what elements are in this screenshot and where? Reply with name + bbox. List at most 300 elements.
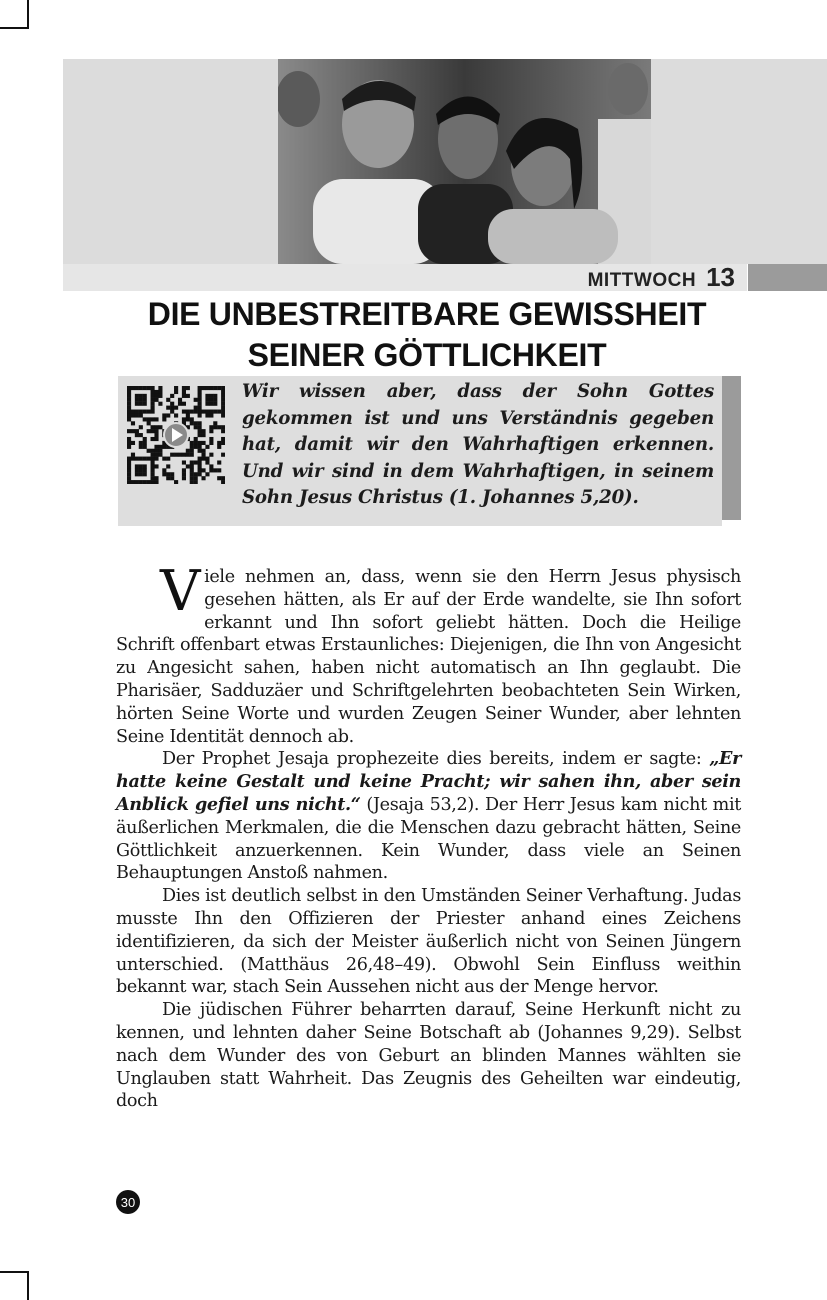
qr-module	[127, 464, 131, 468]
qr-module	[178, 402, 182, 406]
qr-module	[151, 410, 155, 414]
qr-module	[158, 390, 162, 394]
qr-module	[135, 472, 139, 476]
qr-module	[139, 410, 143, 414]
crop-mark	[0, 27, 27, 29]
qr-module	[151, 480, 155, 484]
qr-module	[198, 410, 202, 414]
qr-module	[213, 394, 217, 398]
qr-module	[151, 464, 155, 468]
qr-module	[209, 413, 213, 417]
qr-module	[190, 421, 194, 425]
qr-module	[182, 402, 186, 406]
qr-module	[158, 449, 162, 453]
qr-module	[162, 472, 166, 476]
qr-module	[190, 410, 194, 414]
paragraph-2-after: (Jesaja 53,2). Der Herr Jesus kam nicht mit äußerlichen Merkmalen, die die Menschen dazu gebracht hätten, Seine Göttlichkeit anzuerkennen. Kein Wunder, dass viele an Seinen Behauptungen Anstoß nahmen.	[116, 794, 741, 884]
qr-module	[147, 417, 151, 421]
qr-module	[151, 449, 155, 453]
qr-module	[154, 394, 158, 398]
qr-module	[213, 402, 217, 406]
qr-module	[186, 453, 190, 457]
qr-module	[213, 410, 217, 414]
qr-module	[190, 480, 194, 484]
qr-module	[198, 464, 202, 468]
qr-module	[127, 398, 131, 402]
qr-module	[198, 429, 202, 433]
qr-module	[147, 410, 151, 414]
qr-module	[190, 472, 194, 476]
qr-module	[135, 398, 139, 402]
qr-module	[131, 413, 135, 417]
qr-module	[135, 480, 139, 484]
qr-module	[127, 394, 131, 398]
qr-module	[201, 449, 205, 453]
qr-module	[170, 402, 174, 406]
qr-module	[131, 457, 135, 461]
qr-module	[170, 472, 174, 476]
qr-module	[147, 421, 151, 425]
qr-module	[209, 437, 213, 441]
qr-module	[182, 390, 186, 394]
verse-accent-bar	[722, 376, 741, 520]
qr-module	[158, 425, 162, 429]
drop-cap: V	[160, 559, 201, 624]
qr-module	[158, 386, 162, 390]
qr-module	[194, 472, 198, 476]
qr-module	[194, 480, 198, 484]
day-bar-accent	[748, 264, 827, 291]
qr-module	[127, 441, 131, 445]
page-title	[90, 294, 764, 376]
body-text	[116, 559, 741, 1113]
qr-module	[221, 429, 225, 433]
qr-module	[213, 386, 217, 390]
qr-module	[217, 425, 221, 429]
qr-module	[170, 453, 174, 457]
qr-module	[139, 433, 143, 437]
qr-module	[209, 398, 213, 402]
page-number: 30	[116, 1190, 140, 1214]
qr-module	[198, 445, 202, 449]
qr-module	[201, 476, 205, 480]
qr-module	[162, 468, 166, 472]
verse-text: Wir wissen aber, dass der Sohn Gottes gekommen ist und uns Verständnis gegeben hat, damit wir den Wahrhaftigen erkennen. Und wir sind in dem Wahrhaftigen, in seinem Sohn Jesus Christus (1. Johannes 5,20).	[242, 381, 714, 509]
qr-module	[135, 457, 139, 461]
qr-module	[139, 413, 143, 417]
qr-module	[139, 425, 143, 429]
qr-module	[143, 441, 147, 445]
qr-module	[221, 406, 225, 410]
qr-module	[151, 390, 155, 394]
qr-module	[221, 386, 225, 390]
qr-module	[143, 464, 147, 468]
qr-module	[154, 480, 158, 484]
qr-module	[201, 457, 205, 461]
qr-module	[198, 433, 202, 437]
qr-module	[221, 453, 225, 457]
qr-module	[217, 468, 221, 472]
qr-module	[194, 421, 198, 425]
qr-module	[221, 402, 225, 406]
qr-module	[217, 476, 221, 480]
qr-module	[151, 472, 155, 476]
qr-module	[127, 417, 131, 421]
qr-module	[131, 441, 135, 445]
header-photo	[278, 59, 651, 264]
qr-module	[186, 410, 190, 414]
qr-module	[143, 394, 147, 398]
qr-module	[154, 429, 158, 433]
qr-module	[135, 464, 139, 468]
qr-module	[205, 394, 209, 398]
qr-module	[186, 386, 190, 390]
qr-module	[147, 386, 151, 390]
qr-module	[205, 410, 209, 414]
qr-module	[147, 449, 151, 453]
qr-module	[174, 406, 178, 410]
qr-module	[217, 445, 221, 449]
qr-module	[135, 433, 139, 437]
qr-module	[143, 417, 147, 421]
qr-module	[166, 457, 170, 461]
qr-module	[194, 398, 198, 402]
qr-module	[154, 449, 158, 453]
qr-module	[209, 386, 213, 390]
qr-module	[166, 413, 170, 417]
qr-module	[170, 476, 174, 480]
qr-module	[198, 457, 202, 461]
qr-module	[162, 417, 166, 421]
qr-module	[170, 406, 174, 410]
qr-module	[154, 476, 158, 480]
qr-module	[178, 453, 182, 457]
qr-module	[190, 445, 194, 449]
qr-module	[174, 480, 178, 484]
qr-module	[127, 472, 131, 476]
crop-mark	[27, 1271, 29, 1300]
qr-module	[151, 402, 155, 406]
qr-module	[135, 402, 139, 406]
qr-module	[198, 472, 202, 476]
qr-module	[154, 445, 158, 449]
qr-module	[166, 476, 170, 480]
qr-module	[190, 460, 194, 464]
qr-module	[158, 402, 162, 406]
qr-module	[198, 394, 202, 398]
qr-module	[190, 453, 194, 457]
qr-module	[198, 402, 202, 406]
qr-module	[182, 453, 186, 457]
qr-module	[182, 417, 186, 421]
qr-module	[194, 445, 198, 449]
qr-module	[170, 394, 174, 398]
qr-module	[143, 402, 147, 406]
qr-module	[190, 441, 194, 445]
qr-module	[151, 394, 155, 398]
qr-module	[194, 410, 198, 414]
qr-module	[127, 390, 131, 394]
qr-module	[154, 457, 158, 461]
qr-module	[190, 476, 194, 480]
qr-module	[174, 453, 178, 457]
qr-module	[127, 413, 131, 417]
qr-module	[166, 472, 170, 476]
qr-module	[127, 480, 131, 484]
qr-module	[162, 445, 166, 449]
qr-module	[194, 476, 198, 480]
paragraph-2-quote: „Er hatte keine Gestalt und keine Pracht; wir sahen ihn, aber sein Anblick gefiel uns nicht.“	[116, 748, 741, 815]
qr-module	[139, 457, 143, 461]
qr-module	[186, 449, 190, 453]
qr-module	[174, 413, 178, 417]
qr-module	[198, 413, 202, 417]
qr-module	[174, 390, 178, 394]
qr-module	[182, 460, 186, 464]
qr-module	[154, 417, 158, 421]
paragraph-1	[116, 559, 741, 748]
qr-module	[221, 437, 225, 441]
qr-module	[201, 468, 205, 472]
qr-module	[186, 413, 190, 417]
qr-module	[166, 398, 170, 402]
qr-module	[151, 437, 155, 441]
qr-module	[154, 464, 158, 468]
qr-module	[190, 449, 194, 453]
qr-module	[213, 468, 217, 472]
qr-module	[135, 413, 139, 417]
qr-module	[151, 398, 155, 402]
qr-module	[194, 406, 198, 410]
qr-module	[151, 453, 155, 457]
qr-module	[205, 460, 209, 464]
qr-module	[182, 476, 186, 480]
qr-module	[151, 468, 155, 472]
qr-module	[139, 386, 143, 390]
qr-module	[186, 464, 190, 468]
qr-module	[221, 390, 225, 394]
qr-module	[135, 468, 139, 472]
qr-module	[209, 441, 213, 445]
qr-code-graphic	[127, 386, 225, 484]
qr-module	[174, 386, 178, 390]
qr-module	[127, 476, 131, 480]
qr-module	[166, 464, 170, 468]
qr-module	[127, 445, 131, 449]
qr-module	[209, 429, 213, 433]
qr-module	[182, 468, 186, 472]
qr-module	[147, 457, 151, 461]
qr-module	[127, 406, 131, 410]
qr-module	[127, 468, 131, 472]
qr-module	[182, 394, 186, 398]
qr-module	[135, 386, 139, 390]
day-label	[588, 262, 735, 291]
crop-mark	[27, 0, 29, 29]
qr-module	[154, 433, 158, 437]
qr-module	[198, 398, 202, 402]
qr-module	[170, 410, 174, 414]
qr-module	[158, 394, 162, 398]
qr-module	[190, 417, 194, 421]
qr-module	[147, 480, 151, 484]
qr-module	[213, 421, 217, 425]
qr-module	[143, 410, 147, 414]
qr-module	[194, 425, 198, 429]
qr-module	[217, 410, 221, 414]
paragraph-4: Die jüdischen Führer beharrten darauf, Seine Herkunft nicht zu kennen, und lehnten daher Seine Botschaft ab (Johannes 9,29). Selbst nach dem Wunder des von Geburt an blinden Mannes wählten sie Unglauben statt Wahrheit. Das Zeugnis des Geheilten war eindeutig, doch	[116, 1000, 741, 1112]
qr-module	[198, 421, 202, 425]
qr-module	[143, 445, 147, 449]
qr-module	[198, 460, 202, 464]
qr-module	[143, 457, 147, 461]
qr-module	[139, 464, 143, 468]
qr-module	[213, 425, 217, 429]
qr-module	[221, 480, 225, 484]
qr-module	[154, 398, 158, 402]
qr-module	[143, 386, 147, 390]
qr-module	[201, 441, 205, 445]
qr-module	[139, 468, 143, 472]
qr-module	[139, 445, 143, 449]
qr-module	[217, 386, 221, 390]
paragraph-2	[116, 748, 741, 885]
qr-module	[154, 390, 158, 394]
audience-photo-illustration	[278, 59, 651, 264]
qr-module	[154, 425, 158, 429]
qr-module	[194, 441, 198, 445]
qr-module	[127, 437, 131, 441]
qr-module	[205, 472, 209, 476]
qr-module	[221, 410, 225, 414]
qr-module	[154, 437, 158, 441]
qr-module	[182, 472, 186, 476]
qr-module	[205, 445, 209, 449]
qr-module	[194, 437, 198, 441]
qr-module	[198, 386, 202, 390]
qr-module	[127, 386, 131, 390]
qr-module	[131, 386, 135, 390]
qr-module	[151, 417, 155, 421]
qr-module	[182, 410, 186, 414]
qr-module	[198, 425, 202, 429]
paragraph-3: Dies ist deutlich selbst in den Umständen Seiner Verhaftung. Judas musste Ihn den Offizieren der Priester anhand eines Zeichens identifizieren, da sich der Meister äußerlich nicht von Seinen Jüngern unterschied. (Matthäus 26,48–49). Obwohl Sein Einfluss weithin bekannt war, stach Sein Aussehen nicht aus der Menge hervor.	[116, 886, 741, 998]
title-line-1: DIE UNBESTREITBARE GEWISSHEIT	[147, 296, 707, 332]
qr-module	[127, 460, 131, 464]
qr-module	[151, 457, 155, 461]
qr-module	[139, 441, 143, 445]
qr-module	[205, 386, 209, 390]
qr-module	[135, 394, 139, 398]
qr-module	[221, 394, 225, 398]
paragraph-2-before: Der Prophet Jesaja prophezeite dies bereits, indem er sagte:	[162, 749, 710, 770]
qr-module	[209, 468, 213, 472]
qr-module	[162, 457, 166, 461]
qr-module	[127, 402, 131, 406]
qr-module	[182, 386, 186, 390]
qr-module	[131, 410, 135, 414]
qr-module	[166, 406, 170, 410]
qr-module	[213, 398, 217, 402]
qr-module	[139, 480, 143, 484]
qr-module	[201, 433, 205, 437]
qr-module	[217, 441, 221, 445]
qr-module	[201, 453, 205, 457]
qr-module	[143, 480, 147, 484]
qr-module	[198, 406, 202, 410]
qr-module	[194, 460, 198, 464]
qr-module	[221, 476, 225, 480]
qr-module	[151, 476, 155, 480]
qr-module	[158, 453, 162, 457]
qr-module	[205, 413, 209, 417]
qr-module	[127, 457, 131, 461]
title-line-2: SEINER GÖTTLICHKEIT	[247, 337, 607, 373]
qr-module	[205, 402, 209, 406]
qr-module	[139, 394, 143, 398]
qr-module	[209, 464, 213, 468]
qr-module	[143, 437, 147, 441]
day-name: MITTWOCH	[587, 270, 697, 291]
qr-module	[221, 441, 225, 445]
qr-module	[205, 457, 209, 461]
qr-module	[151, 429, 155, 433]
qr-module	[198, 390, 202, 394]
qr-module	[221, 425, 225, 429]
qr-module	[209, 394, 213, 398]
qr-module	[147, 429, 151, 433]
crop-mark	[0, 1271, 27, 1273]
qr-module	[131, 421, 135, 425]
qr-module	[143, 472, 147, 476]
qr-module	[135, 410, 139, 414]
qr-module	[131, 453, 135, 457]
qr-module	[151, 406, 155, 410]
day-number: 13	[706, 262, 735, 292]
qr-module	[127, 410, 131, 414]
qr-module	[201, 410, 205, 414]
qr-module	[131, 429, 135, 433]
qr-module	[198, 468, 202, 472]
qr-module	[186, 417, 190, 421]
qr-module	[151, 460, 155, 464]
qr-module	[186, 394, 190, 398]
qr-module	[139, 398, 143, 402]
qr-module	[127, 429, 131, 433]
qr-module	[209, 402, 213, 406]
qr-module	[201, 386, 205, 390]
qr-code-icon[interactable]	[127, 386, 225, 484]
paragraph-1-text: iele nehmen an, dass, wenn sie den Herrn Jesus physisch gesehen hätten, als Er auf der Erde wandelte, sie Ihn sofort erkannt und Ihn sofort geliebt hätten. Doch die Heilige Schrift offenbart etwas Erstaunliches: Diejenigen, die Ihn von Angesicht zu Angesicht sahen, haben nicht automatisch an Ihn geglaubt. Die Pharisäer, Sadduzäer und Schriftgelehrten beobachteten Sein Wirken, hörten Seine Worte und wurden Zeugen Seiner Wunder, aber lehnten Seine Identität dennoch ab.	[116, 567, 741, 747]
qr-module	[198, 449, 202, 453]
qr-module	[154, 453, 158, 457]
qr-module	[190, 464, 194, 468]
qr-module	[198, 441, 202, 445]
qr-module	[139, 472, 143, 476]
qr-module	[135, 429, 139, 433]
qr-module	[151, 425, 155, 429]
qr-module	[190, 468, 194, 472]
qr-module	[217, 460, 221, 464]
qr-module	[178, 398, 182, 402]
qr-module	[158, 445, 162, 449]
qr-module	[205, 398, 209, 402]
qr-module	[151, 386, 155, 390]
qr-module	[201, 429, 205, 433]
qr-module	[221, 413, 225, 417]
qr-module	[209, 410, 213, 414]
qr-module	[131, 480, 135, 484]
